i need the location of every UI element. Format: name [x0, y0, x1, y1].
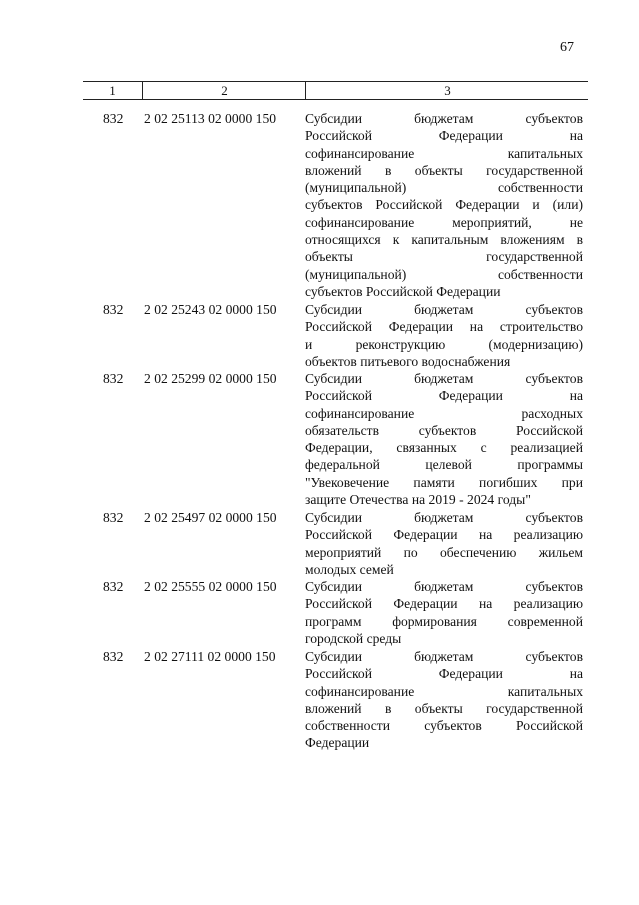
header-col-1: 1 [109, 83, 116, 98]
description-line: федеральной целевой программы [305, 457, 583, 473]
description-line: Субсидии бюджетам субъектов [305, 579, 583, 594]
income-description [305, 370, 583, 508]
description-line: (муниципальной) собственности [305, 180, 583, 196]
income-description [305, 648, 583, 752]
description-line: Субсидии бюджетам субъектов [305, 302, 583, 317]
page-number: 67 [560, 40, 574, 55]
budget-classification-code: 2 02 27111 02 0000 150 [144, 649, 276, 664]
description-line: субъектов Российской Федерации [305, 283, 501, 299]
description-line: софинансирование капитальных [305, 683, 583, 699]
description-line: объекты государственной [305, 249, 583, 265]
budget-classification-code: 2 02 25555 02 0000 150 [144, 579, 277, 594]
description-line: "Увековечение памяти погибших при [305, 474, 583, 490]
description-line: софинансирование расходных [305, 405, 583, 421]
income-description [305, 578, 583, 647]
description-line: Субсидии бюджетам субъектов [305, 510, 583, 525]
description-line: Российской Федерации на реализацию [305, 596, 583, 612]
description-line: Российской Федерации на строительство [305, 319, 583, 335]
budget-classification-code: 2 02 25243 02 0000 150 [144, 302, 277, 317]
description-line: (муниципальной) собственности [305, 266, 583, 282]
description-line: софинансирование мероприятий, не [305, 214, 583, 230]
description-line: вложений в объекты государственной [305, 162, 583, 178]
description-line: Российской Федерации на [305, 128, 583, 144]
description-line: программ формирования современной [305, 613, 583, 629]
income-description [305, 110, 583, 300]
income-description [305, 301, 583, 370]
description-line: относящихся к капитальным вложениям в [305, 232, 583, 248]
description-line: Субсидии бюджетам субъектов [305, 371, 583, 386]
description-line: мероприятий по обеспечению жильем [305, 544, 583, 560]
budget-classification-code: 2 02 25113 02 0000 150 [144, 111, 277, 126]
budget-classification-code: 2 02 25497 02 0000 150 [144, 510, 277, 525]
description-line: вложений в объекты государственной [305, 700, 583, 716]
description-line: собственности субъектов Российской [305, 718, 583, 734]
description-line: молодых семей [305, 561, 394, 577]
description-line: субъектов Российской Федерации и (или) [305, 197, 583, 213]
admin-code: 832 [103, 302, 124, 317]
budget-classification-code: 2 02 25299 02 0000 150 [144, 371, 277, 386]
description-line: Федерации [305, 735, 370, 751]
table-header [83, 81, 588, 100]
description-line: Субсидии бюджетам субъектов [305, 649, 583, 664]
description-line: Субсидии бюджетам субъектов [305, 111, 583, 126]
description-line: объектов питьевого водоснабжения [305, 353, 511, 369]
admin-code: 832 [103, 510, 124, 525]
description-line: защите Отечества на 2019 - 2024 годы" [305, 492, 531, 508]
description-line: софинансирование капитальных [305, 145, 583, 161]
admin-code: 832 [103, 649, 124, 664]
description-line: городской среды [305, 630, 402, 646]
header-col-2: 2 [142, 82, 306, 99]
description-line: Российской Федерации на реализацию [305, 527, 583, 543]
header-col-3: 3 [305, 82, 589, 99]
income-description [305, 509, 583, 578]
description-line: и реконструкцию (модернизацию) [305, 336, 583, 352]
description-line: обязательств субъектов Российской [305, 422, 583, 438]
admin-code: 832 [103, 111, 124, 126]
description-line: Федерации, связанных с реализацией [305, 440, 583, 456]
description-line: Российской Федерации на [305, 388, 583, 404]
description-line: Российской Федерации на [305, 666, 583, 682]
admin-code: 832 [103, 371, 124, 386]
admin-code: 832 [103, 579, 124, 594]
